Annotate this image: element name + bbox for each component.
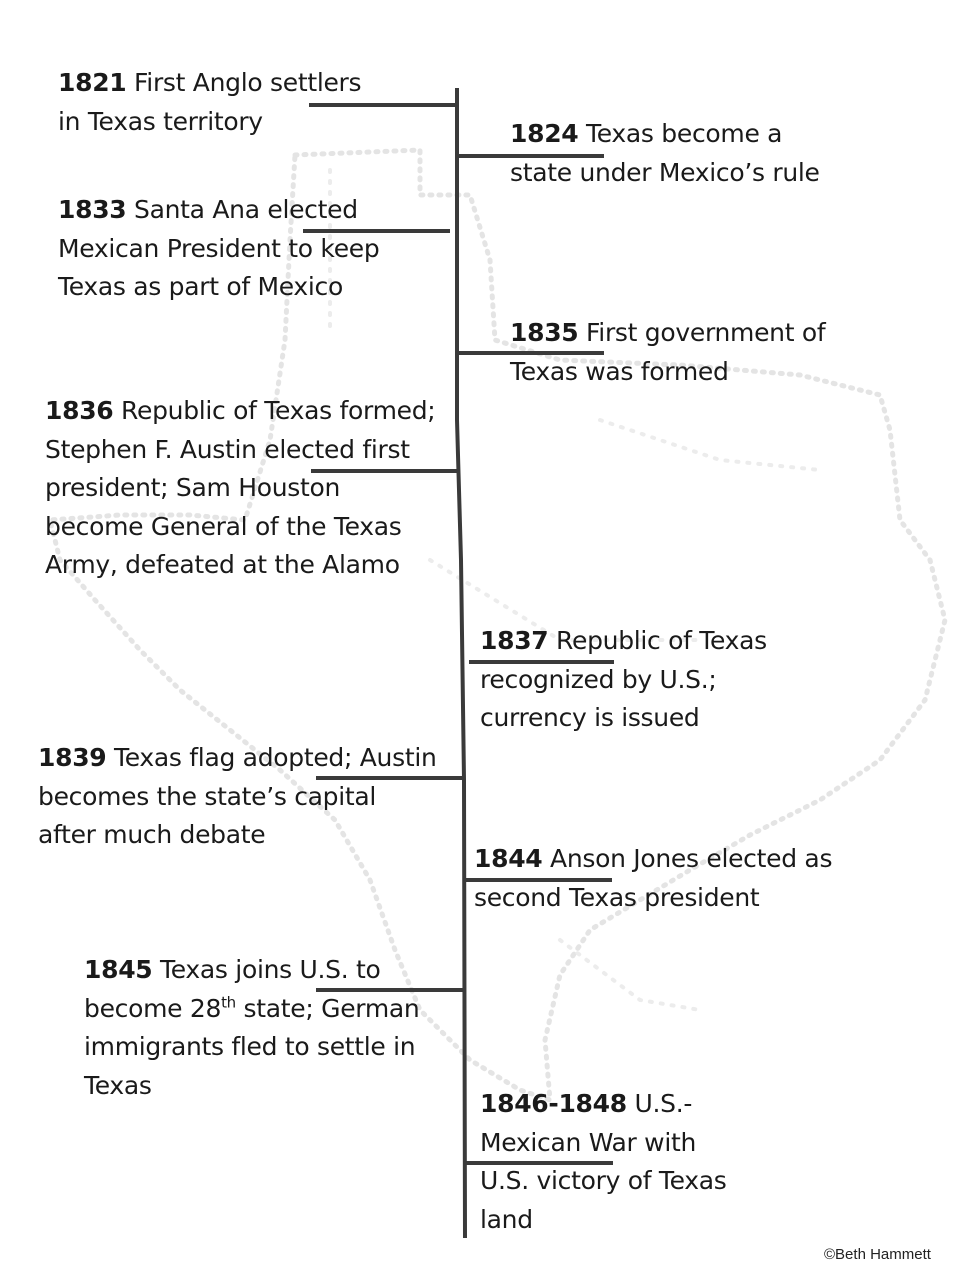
event-1836 xyxy=(45,392,435,585)
event-text: U.S.- xyxy=(634,1089,693,1118)
event-text: First Anglo settlers xyxy=(134,68,362,97)
event-text: Texas xyxy=(84,1070,152,1100)
event-year: 1833 xyxy=(58,195,127,224)
event-text: state; German xyxy=(235,993,420,1023)
event-text: Santa Ana elected xyxy=(134,195,358,224)
event-text: currency is issued xyxy=(480,703,700,732)
event-text: Army, defeated at the Alamo xyxy=(45,550,400,579)
ordinal-suffix: th xyxy=(221,993,236,1012)
event-text: U.S. victory of Texas xyxy=(480,1166,727,1195)
event-text: Texas become a xyxy=(586,119,783,148)
timeline-axis xyxy=(457,88,465,1238)
event-text: become 28 xyxy=(84,993,222,1023)
event-text: Texas joins U.S. to xyxy=(160,955,381,984)
event-text: Stephen F. Austin elected first xyxy=(45,434,410,464)
event-year: 1836 xyxy=(45,396,114,425)
event-text: state under Mexico’s rule xyxy=(510,157,820,187)
event-year: 1824 xyxy=(510,119,579,148)
event-text: second Texas president xyxy=(474,882,760,912)
event-text: immigrants fled to settle in xyxy=(84,1032,416,1061)
copyright-notice: ©Beth Hammett xyxy=(824,1246,931,1263)
event-year: 1837 xyxy=(480,626,549,655)
event-text: become General of the Texas xyxy=(45,511,402,541)
event-text: Texas flag adopted; Austin xyxy=(114,743,437,772)
event-1824 xyxy=(510,115,820,192)
event-text: Anson Jones elected as xyxy=(550,844,833,873)
event-1845 xyxy=(84,951,419,1105)
event-year: 1835 xyxy=(510,318,579,347)
event-text: Mexican War with xyxy=(480,1127,697,1157)
event-1821 xyxy=(58,64,361,141)
event-1839 xyxy=(38,739,437,855)
event-text: Texas was formed xyxy=(510,356,729,386)
event-year: 1844 xyxy=(474,844,543,873)
event-1844 xyxy=(474,840,832,917)
event-text: after much debate xyxy=(38,820,266,849)
event-year: 1821 xyxy=(58,68,127,97)
event-text: Texas as part of Mexico xyxy=(58,272,343,301)
event-1837 xyxy=(480,622,767,738)
event-text: Mexican President to keep xyxy=(58,233,380,263)
event-text: Republic of Texas formed; xyxy=(121,396,436,425)
event-year: 1839 xyxy=(38,743,107,772)
event-year: 1846-1848 xyxy=(480,1089,627,1118)
event-text: in Texas territory xyxy=(58,106,263,136)
event-1835 xyxy=(510,314,825,391)
event-text: Republic of Texas xyxy=(556,626,767,655)
event-text: recognized by U.S.; xyxy=(480,664,717,694)
event-text: president; Sam Houston xyxy=(45,473,341,502)
event-text: First government of xyxy=(586,318,826,347)
event-year: 1845 xyxy=(84,955,153,984)
event-1833 xyxy=(58,191,379,307)
event-text: land xyxy=(480,1204,533,1234)
event-1846-1848 xyxy=(480,1085,726,1239)
event-text: becomes the state’s capital xyxy=(38,781,377,811)
